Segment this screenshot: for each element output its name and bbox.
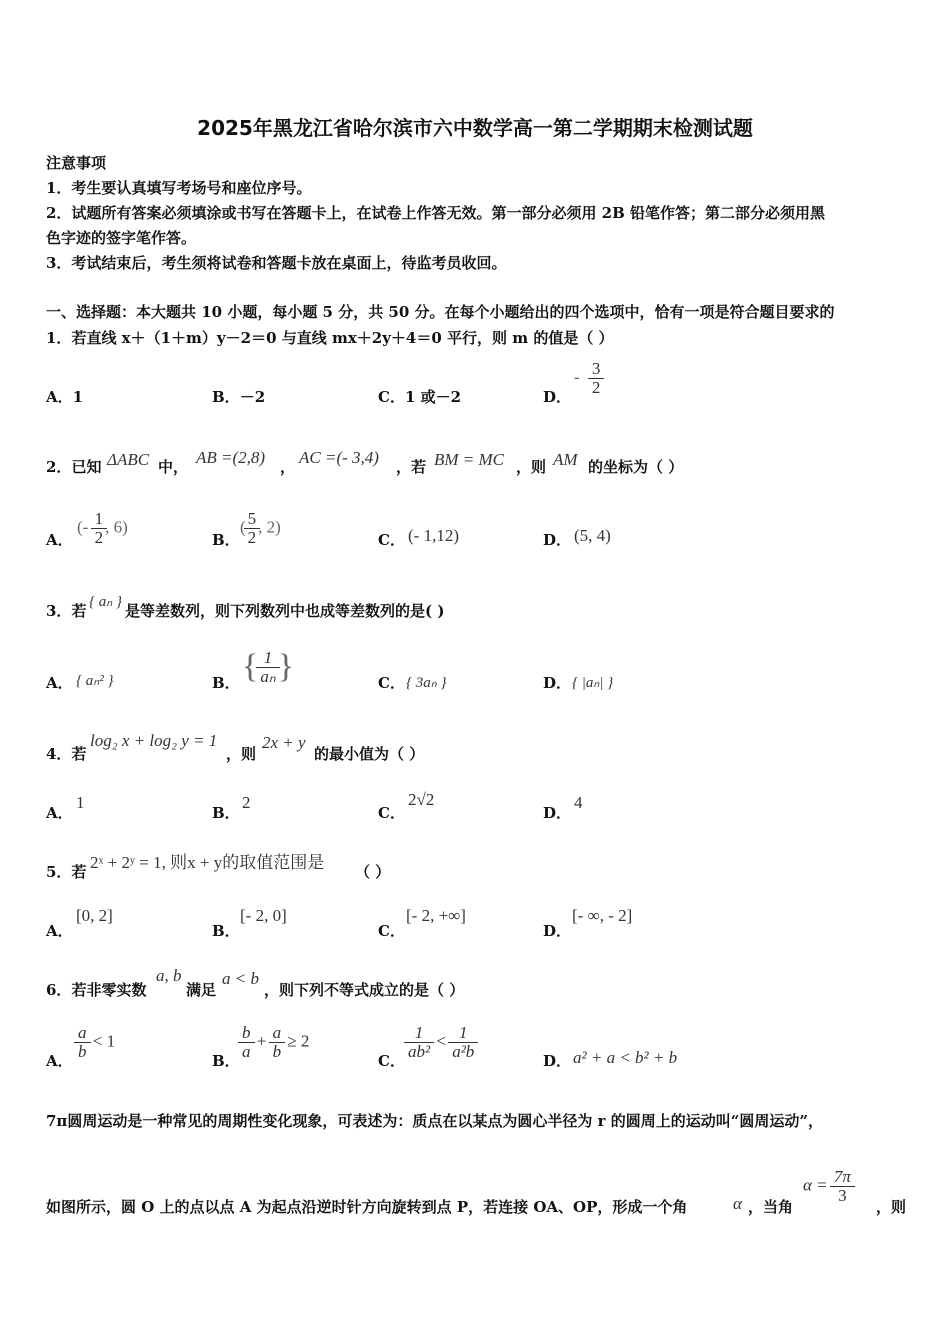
option-label: D．	[543, 922, 572, 940]
option-c[interactable]	[378, 1050, 405, 1071]
math-triangle: ΔABC	[107, 450, 150, 469]
math-vector-ac: AC =(- 3,4)	[299, 448, 379, 467]
question-7	[46, 1110, 823, 1131]
question-text: （ ）	[355, 863, 391, 881]
option-c[interactable]	[378, 920, 405, 941]
question-text: ，则	[226, 745, 257, 763]
option-b[interactable]	[212, 1050, 240, 1071]
math-part: α =	[803, 1175, 828, 1195]
question-3	[46, 600, 86, 621]
option-b-math: { $\frac{1}{\text{aₙ}}$ }	[242, 647, 294, 686]
option-value: 1	[72, 388, 84, 406]
math-vector-ab: AB =(2,8)	[196, 448, 266, 467]
option-label: A．	[46, 804, 73, 822]
option-d-math: 4	[574, 793, 583, 812]
fraction-denominator: b	[272, 1041, 282, 1061]
minus-sign: -	[574, 367, 580, 387]
option-a-math	[76, 1024, 115, 1061]
math-part: , 6)	[105, 517, 128, 537]
option-c-math: { 3aₙ }	[406, 675, 447, 691]
question-text: ，当角	[748, 1198, 794, 1216]
math-part: (	[240, 517, 246, 537]
option-a-math: { aₙ² }	[76, 673, 114, 689]
option-label: A．	[46, 1052, 73, 1070]
notice-item: 2．试题所有答案必须填涂或书写在答题卡上，在试卷上作答无效。第一部分必须用 2B 铅笔作答；第二部分必须用黑	[46, 204, 826, 222]
question-number: 1．	[46, 329, 72, 347]
option-label: B．	[212, 674, 240, 692]
question-number: 2．	[46, 458, 72, 476]
option-a[interactable]	[46, 802, 73, 823]
option-label: B．	[212, 1052, 240, 1070]
math-vars: a, b	[156, 966, 182, 985]
option-a[interactable]	[46, 529, 73, 550]
question-text: ，若	[396, 458, 427, 476]
option-label: C．	[378, 1052, 405, 1070]
option-label: A．	[46, 531, 73, 549]
fraction-numerator: a	[272, 1023, 282, 1042]
option-label: C．	[378, 922, 405, 940]
math-bm-mc: BM = MC	[434, 450, 505, 469]
fraction-numerator: 1	[459, 1023, 468, 1042]
question-text: 的坐标为（ ）	[588, 458, 684, 476]
notice-heading: 注意事项	[46, 154, 107, 172]
fraction-denominator: a	[242, 1041, 251, 1061]
option-value: 1 或－2	[404, 388, 462, 406]
option-b-math	[240, 1024, 309, 1061]
question-text: 满足	[186, 981, 217, 999]
question-text: ，则	[876, 1198, 907, 1216]
fraction-denominator: b	[78, 1041, 87, 1061]
option-b[interactable]	[212, 920, 240, 941]
option-d[interactable]	[543, 386, 571, 407]
option-label: C．	[378, 804, 405, 822]
option-a-math: [0, 2]	[76, 906, 113, 925]
question-text: ，则下列不等式成立的是（ ）	[264, 981, 465, 999]
math-expression: 2x + y	[262, 733, 306, 752]
option-label: C．	[378, 531, 405, 549]
option-d[interactable]	[543, 529, 571, 550]
math-condition: 2ˣ + 2ʸ = 1, 则x + y的取值范围是	[90, 853, 325, 872]
question-text: ，	[280, 458, 296, 476]
option-d[interactable]	[543, 1050, 571, 1071]
math-part: ≥ 2	[287, 1031, 310, 1051]
option-d-math: { |aₙ| }	[572, 675, 614, 691]
notice-item: 1．考生要认真填写考场号和座位序号。	[46, 179, 312, 197]
option-label: B．	[212, 804, 240, 822]
option-c-math: [- 2, +∞]	[406, 906, 466, 925]
question-1	[46, 327, 614, 348]
question-number: 6．	[46, 981, 72, 999]
option-label: D．	[543, 1052, 572, 1070]
option-label: D．	[543, 388, 572, 406]
option-b-math: [- 2, 0]	[240, 906, 287, 925]
question-text: 如图所示，圆 O 上的点以点 A 为起点沿逆时针方向旋转到点 P，若连接 OA、OP，形成一个角	[46, 1198, 688, 1216]
fraction-numerator: 1	[414, 1023, 424, 1042]
fraction-numerator: 1	[263, 647, 273, 667]
math-part: (-	[77, 517, 93, 537]
math-condition: log₂ x + log₂ y = 1	[90, 731, 218, 750]
fraction-numerator: 7π	[833, 1167, 851, 1186]
math-alpha: α	[733, 1194, 742, 1213]
option-c-math: 2√2	[408, 790, 435, 809]
option-label: D．	[543, 531, 572, 549]
option-c[interactable]	[378, 672, 405, 693]
option-a-math: 1	[76, 793, 85, 812]
fraction-denominator: aₙ	[260, 666, 276, 686]
fraction-denominator: a²b	[452, 1041, 475, 1061]
question-text: 若	[71, 602, 87, 620]
math-vector-am: AM	[553, 450, 578, 469]
question-number: 5．	[46, 863, 72, 881]
option-a[interactable]	[46, 386, 83, 407]
math-sequence: { aₙ }	[89, 594, 122, 610]
math-part: +	[256, 1031, 267, 1051]
fraction-numerator: 3	[591, 359, 601, 378]
option-label: B．	[212, 531, 240, 549]
question-text: 若	[71, 745, 87, 763]
option-a[interactable]	[46, 1050, 73, 1071]
option-d-math: a² + a < b² + b	[573, 1048, 678, 1067]
option-b[interactable]	[212, 386, 265, 407]
question-6	[46, 979, 146, 1000]
option-c[interactable]	[378, 386, 461, 407]
option-value: －2	[239, 388, 266, 406]
question-number: 7π	[46, 1112, 68, 1130]
option-c-math: (- 1,12)	[408, 526, 459, 545]
question-number: 4．	[46, 745, 72, 763]
fraction-numerator: b	[242, 1023, 251, 1042]
notice-item: 3．考试结束后，考生须将试卷和答题卡放在桌面上，待监考员收回。	[46, 254, 507, 272]
section-heading: 一、选择题：本大题共 10 小题，每小题 5 分，共 50 分。在每个小题给出的四个选项中，恰有一项是符合题目要求的	[46, 303, 835, 321]
option-b[interactable]	[212, 802, 240, 823]
option-a[interactable]	[46, 920, 73, 941]
option-d-math: (5, 4)	[574, 526, 611, 545]
question-text: 是等差数列，则下列数列中也成等差数列的是( )	[125, 602, 445, 620]
question-text: 若直线 x＋（1＋m）y－2＝0 与直线 mx＋2y＋4＝0 平行，则 m 的值是（ ）	[71, 329, 614, 347]
math-part: , 2)	[258, 517, 281, 537]
option-label: A．	[46, 922, 73, 940]
option-d[interactable]	[543, 920, 571, 941]
option-d[interactable]	[543, 802, 571, 823]
question-text: 圆周运动是一种常见的周期性变化现象，可表述为：质点在以某点为圆心半径为 r 的圆周上的运动叫“圆周运动”，	[67, 1112, 824, 1130]
option-c-math	[406, 1024, 476, 1061]
option-label: D．	[543, 804, 572, 822]
question-text: ，则	[516, 458, 547, 476]
option-d-math	[574, 360, 602, 397]
notice-item: 色字迹的签字笔作答。	[46, 229, 197, 247]
option-label: C．	[378, 674, 405, 692]
fraction-denominator: 2	[591, 377, 601, 397]
question-text: 若非零实数	[71, 981, 147, 999]
option-label: C．	[378, 388, 405, 406]
fraction-denominator: 3	[838, 1185, 847, 1205]
option-c[interactable]	[378, 529, 405, 550]
option-label: B．	[212, 388, 240, 406]
option-label: A．	[46, 674, 73, 692]
page-title: 2025年黑龙江省哈尔滨市六中数学高一第二学期期末检测试题	[197, 116, 753, 140]
option-b[interactable]	[212, 672, 240, 693]
option-a-math	[77, 510, 128, 547]
math-condition: a < b	[222, 969, 259, 988]
fraction-denominator: 2	[247, 527, 257, 547]
question-2	[46, 456, 101, 477]
option-b[interactable]	[212, 529, 240, 550]
option-b-math: 2	[242, 793, 251, 812]
option-d[interactable]	[543, 672, 571, 693]
fraction-denominator: 2	[94, 527, 104, 547]
option-b-math	[240, 510, 281, 547]
option-label: D．	[543, 674, 572, 692]
option-d-math: [- ∞, - 2]	[572, 906, 633, 925]
option-label: B．	[212, 922, 240, 940]
question-text: 若	[71, 863, 87, 881]
fraction-numerator: 5	[247, 509, 257, 528]
question-text: 的最小值为（ ）	[314, 745, 425, 763]
fraction-denominator: ab²	[408, 1041, 431, 1061]
option-label: A．	[46, 388, 73, 406]
math-part: <	[436, 1031, 446, 1051]
question-5	[46, 861, 86, 882]
math-angle-value	[803, 1168, 853, 1205]
question-number: 3．	[46, 602, 72, 620]
fraction-numerator: a	[78, 1023, 87, 1042]
option-c[interactable]	[378, 802, 405, 823]
question-text: 中，	[158, 458, 189, 476]
question-4	[46, 743, 86, 764]
fraction-numerator: 1	[94, 509, 104, 528]
option-a[interactable]	[46, 672, 73, 693]
math-part: < 1	[92, 1031, 116, 1051]
question-text: 已知	[71, 458, 102, 476]
